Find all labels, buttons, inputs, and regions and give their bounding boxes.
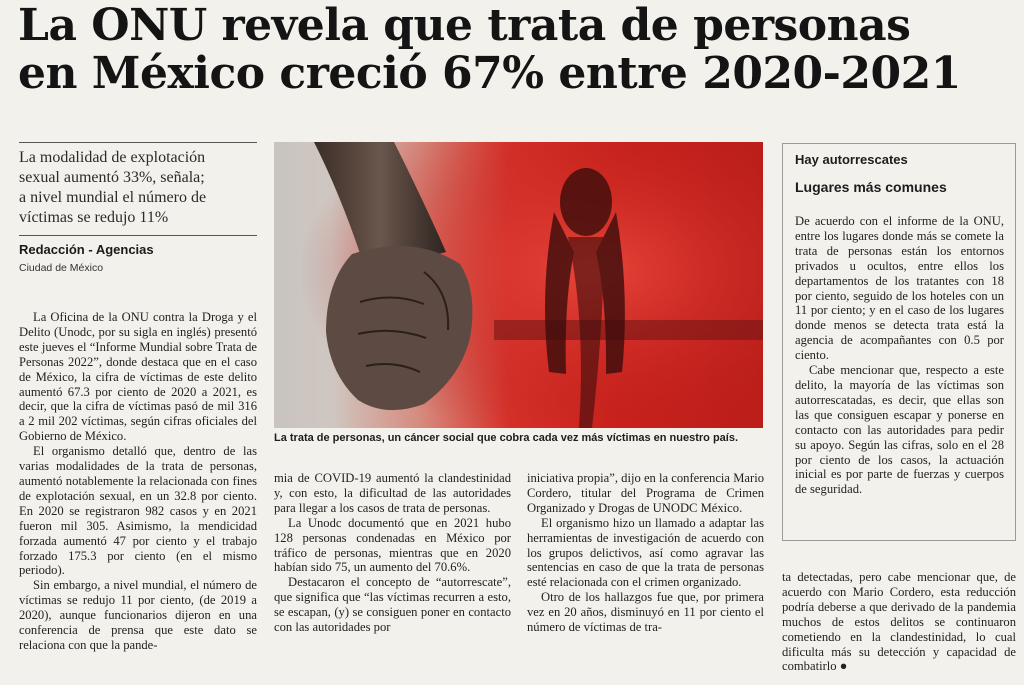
photo-caption: La trata de personas, un cáncer social que cobra cada vez más víctimas en nuestro país. xyxy=(274,432,739,444)
lede-line: a nivel mundial el número de xyxy=(19,189,207,206)
body-paragraph: La Unodc documentó que en 2021 hubo 128 personas condenadas en México por tráfico de personas, mientras que en 2020 habían sido 75, un aumento del 70.6%. xyxy=(274,515,511,575)
body-paragraph-text: ta detectadas, pero cabe mencionar que, de acuerdo con Mario Cordero, esta reducción podría deberse a que derivado de la pandemia muchos de estos delitos se continuaron cometiendo en la clandestinidad, lo cual dificulta más su detección y capacidad de combatirlo xyxy=(782,570,1016,674)
headline-line-1: La ONU revela que trata de personas xyxy=(18,0,911,51)
article-photo xyxy=(274,142,763,428)
body-paragraph: iniciativa propia”, dijo en la conferencia Mario Cordero, titular del Programa de Crimen Organizado y Drogas de UNODC México. xyxy=(527,471,764,515)
headline xyxy=(18,2,1013,98)
article-column-3 xyxy=(527,471,764,685)
body-paragraph: El organismo detalló que, dentro de las varias modalidades de la trata de personas, aumentó notablemente la relacionada con fines de explotación sexual, en un 32.8 por ciento. En 2020 se registraron 982 casos y en 2021 fueron mil 305. Asimismo, la mendicidad forzada aumentó 47 por ciento y el trabajo forzado 175.3 por ciento (en el mismo periodo). xyxy=(19,444,257,578)
lede xyxy=(19,148,257,228)
lede-bottom-rule xyxy=(19,235,257,236)
sidebar-text xyxy=(795,214,1004,540)
lede-line: La modalidad de explotación xyxy=(19,149,206,166)
photo-illustration xyxy=(274,142,763,428)
body-paragraph: El organismo hizo un llamado a adaptar las herramientas de investigación de acuerdo con los grupos delictivos, así como agravar las sentencias en caso de que la trata de personas esté relacionada con el crimen organizado. xyxy=(527,515,764,590)
article-column-1 xyxy=(19,310,257,685)
body-paragraph xyxy=(782,570,1016,674)
body-paragraph: mia de COVID-19 aumentó la clandestinidad y, con esto, la dificultad de las autoridades para llegar a los casos de trata de personas. xyxy=(274,471,511,515)
headline-line-2: en México creció 67% entre 2020-2021 xyxy=(18,48,961,99)
byline-author: Redacción - Agencias xyxy=(19,242,154,257)
body-paragraph: Otro de los hallazgos fue que, por primera vez en 20 años, disminuyó en 11 por ciento el número de víctimas de tra- xyxy=(527,590,764,635)
sidebar-title: Hay autorrescates xyxy=(795,152,908,167)
byline-city: Ciudad de México xyxy=(19,262,104,274)
article-column-2 xyxy=(274,471,511,685)
body-paragraph: Destacaron el concepto de “autorrescate”, que significa que “las víctimas recurren a esto, se escapan, (y) se consiguen poner en contacto con las autoridades por xyxy=(274,575,511,635)
sidebar-subtitle: Lugares más comunes xyxy=(795,179,947,195)
body-paragraph: La Oficina de la ONU contra la Droga y el Delito (Unodc, por su sigla en inglés) presentó este jueves el “Informe Mundial sobre Trata de Personas 2022”, donde destaca que en el caso de México, la cifra de víctimas de este delito aumentó 67.3 por ciento de 2020 a 2021, es decir, que la cifra de víctimas pasó de mil 316 a 2 mil 202 víctimas, según cifras oficiales del Gobierno de México. xyxy=(19,310,257,444)
end-mark-icon: ● xyxy=(839,659,848,674)
sidebar-paragraph: De acuerdo con el informe de la ONU, entre los lugares donde más se comete la trata de personas están los entornos privados u ocultos, entre ellos los departamentos de los tratantes con 18 por ciento, seguido de los hoteles con un 11 por ciento; y en el caso de los lugares donde menos se detecta trata está la agencia de acompañantes con 0.5 por ciento. xyxy=(795,214,1004,363)
lede-line: víctimas se redujo 11% xyxy=(19,209,169,226)
article-column-4 xyxy=(782,570,1016,685)
lede-line: sexual aumentó 33%, señala; xyxy=(19,169,205,186)
sidebar-paragraph: Cabe mencionar que, respecto a este delito, la mayoría de las víctimas son autorrescatadas, es decir, que ellas son las que consiguen escapar y ponerse en contacto con las autoridades para pedir su apoyo. Según las cifras, solo en el 28 por ciento de los casos, la actuación inicial es por parte de fuerzas y cuerpos de seguridad. xyxy=(795,363,1004,497)
lede-top-rule xyxy=(19,142,257,143)
body-paragraph: Sin embargo, a nivel mundial, el número de víctimas se redujo 11 por ciento, (de 2019 a 2020), aunque funcionarios dijeron en una conferencia de prensa que este dato se relaciona con que la pande- xyxy=(19,578,257,652)
